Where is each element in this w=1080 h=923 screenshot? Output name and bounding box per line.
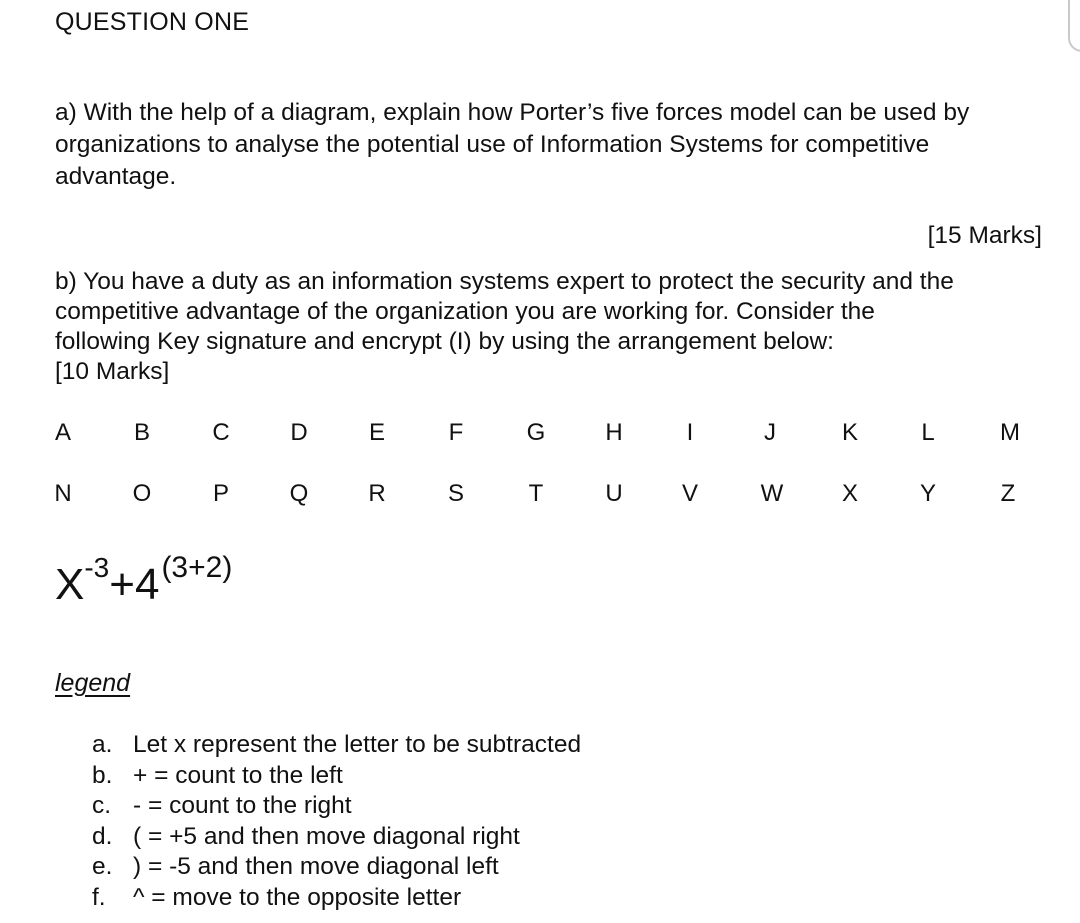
alphabet-letter: Z bbox=[1000, 480, 1016, 507]
alphabet-letter: V bbox=[681, 480, 698, 507]
alphabet-letter: I bbox=[686, 419, 694, 446]
alphabet-letter: S bbox=[447, 480, 464, 507]
alphabet-letter: J bbox=[764, 419, 776, 446]
alphabet-letter: Y bbox=[919, 480, 936, 507]
list-text: ^ = move to the opposite letter bbox=[133, 883, 462, 911]
legend-list bbox=[92, 730, 581, 913]
alphabet-letter: O bbox=[132, 480, 152, 507]
scroll-edge[interactable] bbox=[1068, 0, 1080, 52]
list-item bbox=[92, 761, 581, 792]
list-text: - = count to the right bbox=[133, 792, 352, 819]
page-title: QUESTION ONE bbox=[55, 8, 250, 36]
list-marker: b. bbox=[92, 761, 113, 789]
alphabet-letter: F bbox=[448, 419, 464, 446]
list-item bbox=[92, 822, 581, 853]
list-text: + = count to the left bbox=[133, 761, 343, 789]
formula-base: X bbox=[55, 560, 85, 609]
list-marker: a. bbox=[92, 731, 113, 758]
alphabet-letter: H bbox=[605, 419, 623, 446]
alphabet-letter: X bbox=[841, 480, 858, 507]
alphabet-letter: G bbox=[526, 419, 546, 446]
alphabet-letter: A bbox=[54, 419, 71, 446]
question-a-line: a) With the help of a diagram, explain how Porter’s five forces model can be used by bbox=[55, 99, 970, 126]
list-marker: e. bbox=[92, 853, 113, 880]
question-a-line: organizations to analyse the potential use of Information Systems for competitive bbox=[55, 131, 930, 158]
list-item bbox=[92, 883, 581, 914]
alphabet-letter: M bbox=[1000, 419, 1020, 446]
question-b-text bbox=[55, 267, 954, 357]
alphabet-row-bottom bbox=[0, 480, 1080, 510]
list-item bbox=[92, 791, 581, 822]
list-text: ) = -5 and then move diagonal left bbox=[133, 853, 499, 880]
alphabet-letter: C bbox=[212, 419, 230, 446]
alphabet-letter: R bbox=[368, 480, 386, 507]
alphabet-letter: L bbox=[921, 419, 935, 446]
question-b-line: b) You have a duty as an information systems expert to protect the security and the bbox=[55, 268, 954, 295]
legend-title: legend bbox=[55, 669, 131, 697]
question-a-text bbox=[55, 97, 969, 193]
alphabet-letter: B bbox=[133, 419, 150, 446]
alphabet-letter: W bbox=[760, 480, 784, 507]
alphabet-letter: Q bbox=[289, 480, 309, 507]
alphabet-letter: U bbox=[605, 480, 623, 507]
alphabet-letter: T bbox=[528, 480, 544, 507]
formula-exponent-1: -3 bbox=[84, 552, 110, 583]
list-marker: f. bbox=[92, 883, 106, 911]
list-text: ( = +5 and then move diagonal right bbox=[133, 822, 520, 850]
list-marker: d. bbox=[92, 822, 113, 850]
alphabet-letter: K bbox=[841, 419, 858, 446]
question-b-line: competitive advantage of the organization you are working for. Consider the bbox=[55, 298, 875, 325]
alphabet-row-top bbox=[0, 419, 1080, 449]
list-text: Let x represent the letter to be subtracted bbox=[133, 731, 582, 758]
question-a-line: advantage. bbox=[55, 163, 177, 190]
list-marker: c. bbox=[92, 792, 112, 819]
alphabet-letter: D bbox=[290, 419, 308, 446]
alphabet-letter: E bbox=[368, 419, 385, 446]
formula-operand: +4 bbox=[109, 560, 160, 609]
alphabet-letter: P bbox=[212, 480, 229, 507]
question-b-line: following Key signature and encrypt (I) by using the arrangement below: bbox=[55, 328, 834, 355]
list-item bbox=[92, 852, 581, 883]
formula-exponent-2: (3+2) bbox=[161, 551, 233, 584]
alphabet-letter: N bbox=[54, 480, 72, 507]
key-formula bbox=[55, 551, 233, 610]
question-a-marks: [15 Marks] bbox=[927, 222, 1042, 249]
question-b-marks: [10 Marks] bbox=[55, 358, 170, 385]
list-item bbox=[92, 730, 581, 761]
